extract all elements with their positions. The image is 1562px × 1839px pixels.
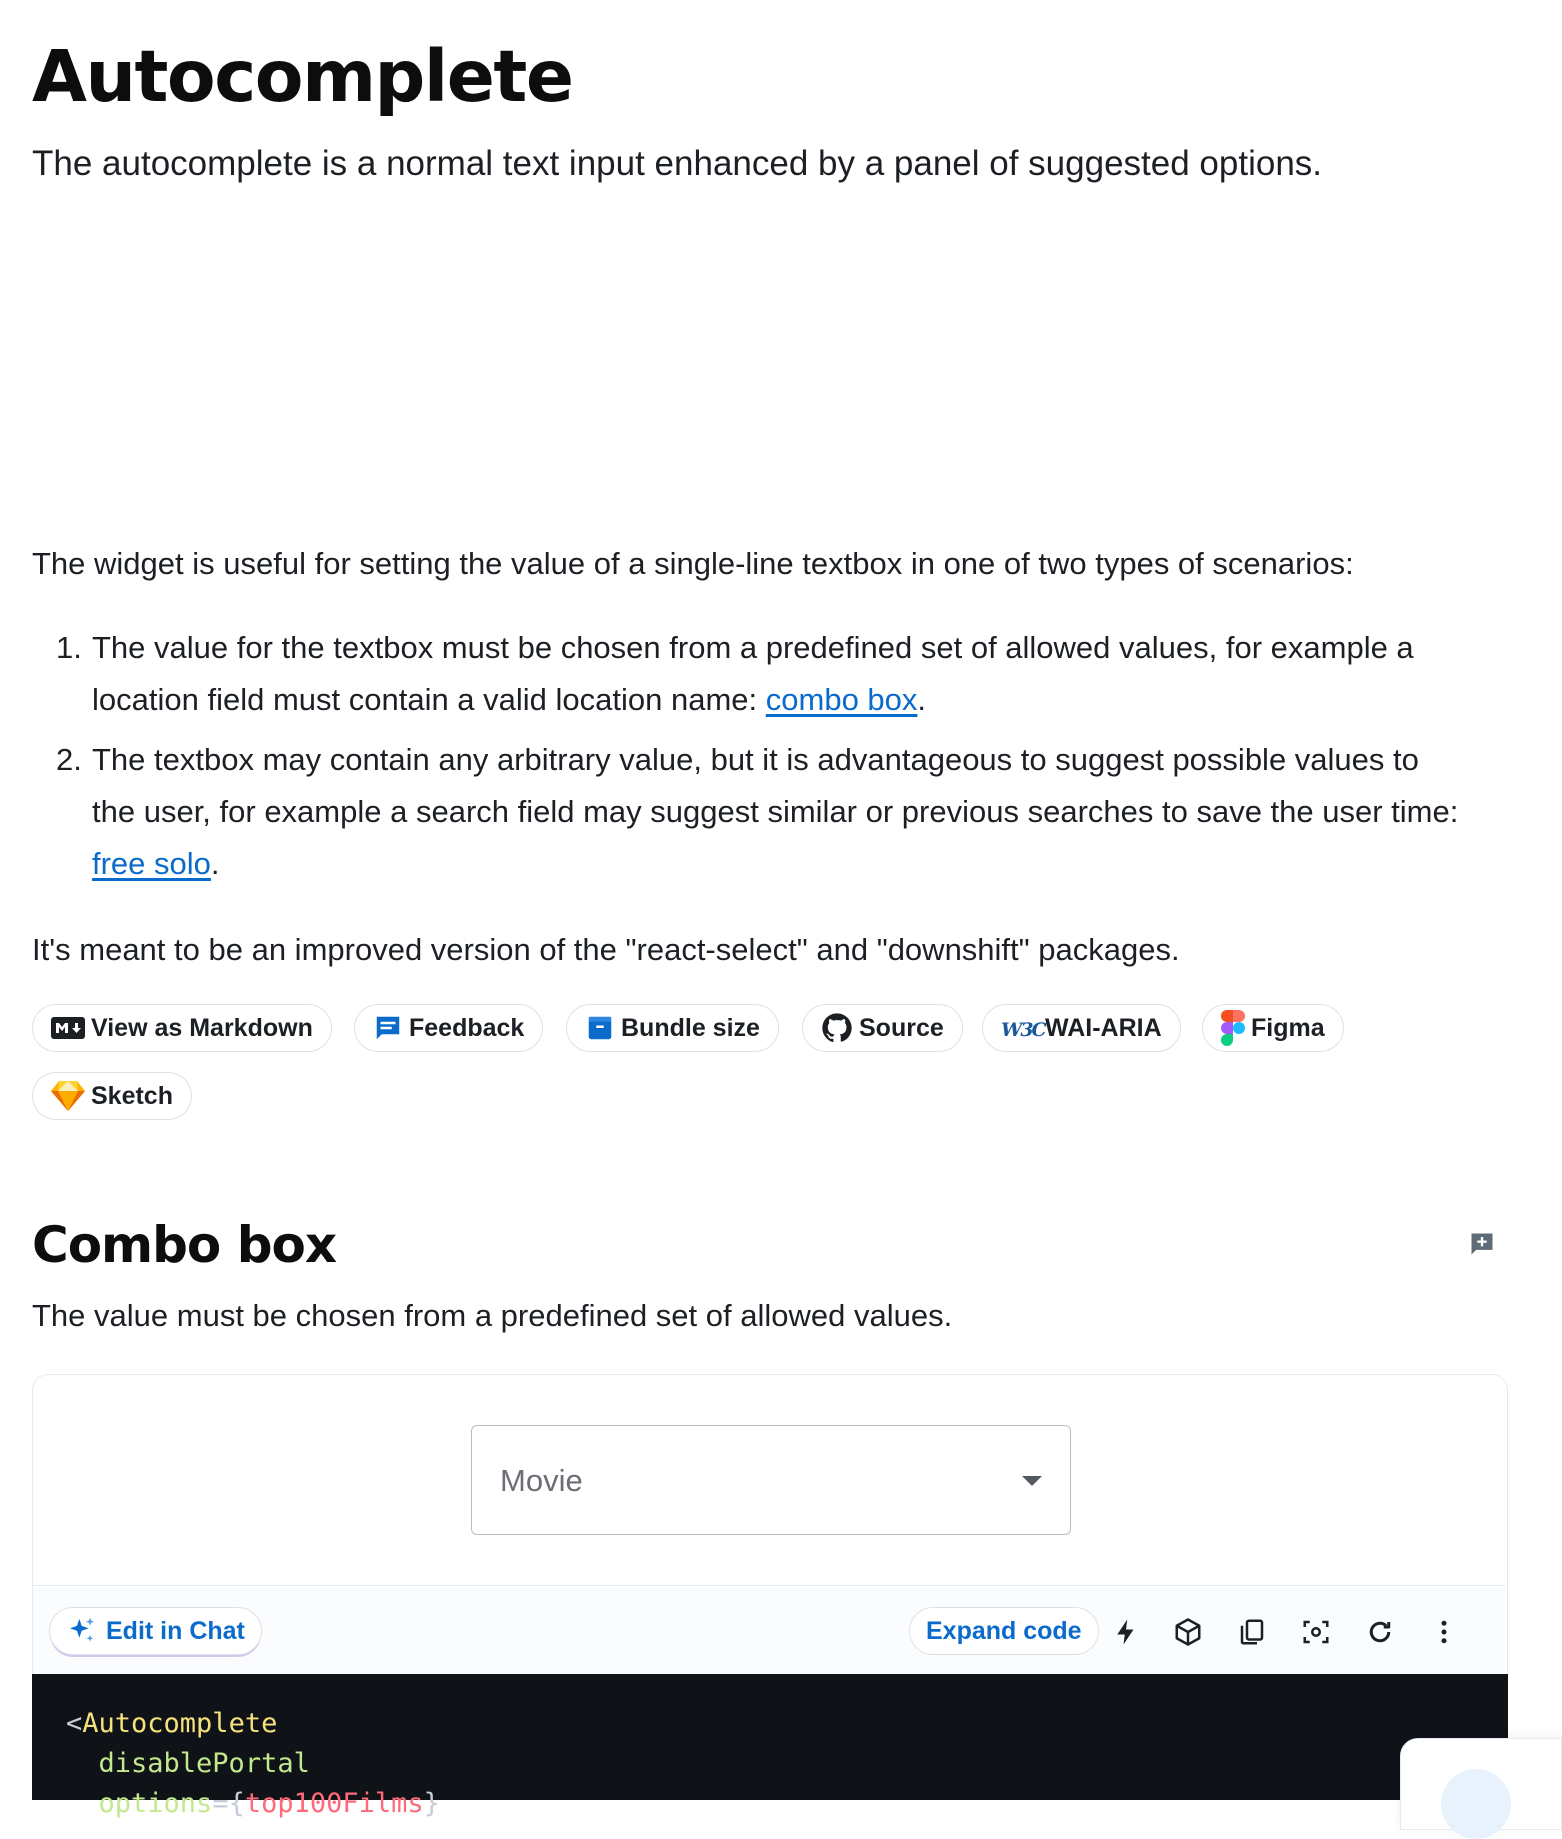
figma-icon [1221, 1010, 1245, 1046]
scenario-text-line: location field must contain a valid location name: [92, 682, 766, 717]
source-chip[interactable] [802, 1004, 963, 1052]
more-vert-icon[interactable] [1429, 1617, 1459, 1647]
bundle-size-chip[interactable] [566, 1004, 779, 1052]
scenario-text-suffix: . [210, 846, 220, 881]
chip-label: Figma [1251, 1013, 1325, 1042]
wai-aria-chip[interactable] [982, 1004, 1181, 1052]
page-lede: The autocomplete is a normal text input enhanced by a panel of suggested options. [32, 144, 1323, 183]
reset-icon[interactable] [1365, 1617, 1395, 1647]
sketch-icon [51, 1080, 85, 1112]
expand-code-label: Expand code [926, 1616, 1082, 1645]
package-icon [585, 1013, 615, 1043]
sketch-chip[interactable] [32, 1072, 192, 1120]
edit-in-chat-button[interactable] [49, 1607, 262, 1655]
code-token: top100Films [244, 1788, 424, 1819]
demo-container [32, 1374, 1508, 1674]
code-line [66, 1704, 277, 1744]
sparkle-icon [66, 1615, 98, 1647]
lightning-icon[interactable] [1111, 1617, 1141, 1647]
movie-autocomplete [471, 1425, 1071, 1535]
scenario-text-line: The value for the textbox must be chosen from a predefined set of allowed values, for example a [92, 630, 1414, 665]
page-title: Autocomplete [32, 35, 573, 118]
focus-icon[interactable] [1301, 1617, 1331, 1647]
copy-icon[interactable] [1237, 1617, 1267, 1647]
list-number: 2. [56, 742, 82, 777]
w3c-icon [1001, 1016, 1045, 1041]
list-item [32, 734, 1508, 890]
chip-label: Source [859, 1013, 944, 1042]
code-block [32, 1674, 1508, 1819]
chip-label: WAI-ARIA [1045, 1013, 1162, 1042]
intro-paragraph: The widget is useful for setting the value of a single-line textbox in one of two types of scenarios: [32, 546, 1354, 581]
movie-input[interactable] [498, 1426, 1002, 1535]
free-solo-link[interactable]: free solo [92, 846, 211, 881]
chip-label: Sketch [91, 1081, 173, 1110]
dropdown-arrow-icon[interactable] [1018, 1470, 1046, 1490]
section-description: The value must be chosen from a predefined set of allowed values. [32, 1298, 953, 1333]
feedback-icon [373, 1013, 403, 1043]
feedback-chip[interactable] [354, 1004, 543, 1052]
code-token: } [423, 1788, 440, 1819]
code-token: ={ [212, 1788, 245, 1819]
comment-add-icon[interactable] [1468, 1230, 1496, 1258]
list-number: 1. [56, 630, 82, 665]
chip-label: View as Markdown [91, 1013, 313, 1042]
floating-widget[interactable] [1400, 1738, 1562, 1830]
figma-chip[interactable] [1202, 1004, 1344, 1052]
improved-note: It's meant to be an improved version of the "react-select" and "downshift" packages. [32, 932, 1180, 967]
code-token: < [66, 1708, 83, 1739]
demo-stage [33, 1375, 1506, 1586]
chip-label: Feedback [409, 1013, 525, 1042]
combo-box-link[interactable]: combo box [765, 682, 918, 717]
cube-icon[interactable] [1173, 1617, 1203, 1647]
list-item [32, 622, 1508, 726]
code-token: Autocomplete [82, 1708, 278, 1739]
chip-label: Bundle size [621, 1013, 760, 1042]
floating-widget-icon [1441, 1769, 1511, 1839]
scenario-text-suffix: . [917, 682, 927, 717]
code-line [66, 1744, 310, 1784]
demo-toolbar [33, 1587, 1506, 1675]
markdown-icon [51, 1017, 85, 1039]
code-line [66, 1784, 440, 1824]
edit-in-chat-label: Edit in Chat [106, 1616, 245, 1645]
github-icon [821, 1012, 853, 1044]
code-token: options [98, 1788, 213, 1819]
scenario-text-line: the user, for example a search field may suggest similar or previous searches to save the user time: [92, 794, 1459, 829]
scenario-list [32, 622, 1508, 898]
section-title: Combo box [32, 1216, 337, 1274]
scenario-text-line: The textbox may contain any arbitrary value, but it is advantageous to suggest possible values to [92, 742, 1419, 777]
expand-code-button[interactable] [909, 1607, 1099, 1655]
code-token: disablePortal [98, 1748, 310, 1779]
view-as-markdown-chip[interactable] [32, 1004, 332, 1052]
w3c-logo-text: W3C [1001, 1019, 1045, 1041]
